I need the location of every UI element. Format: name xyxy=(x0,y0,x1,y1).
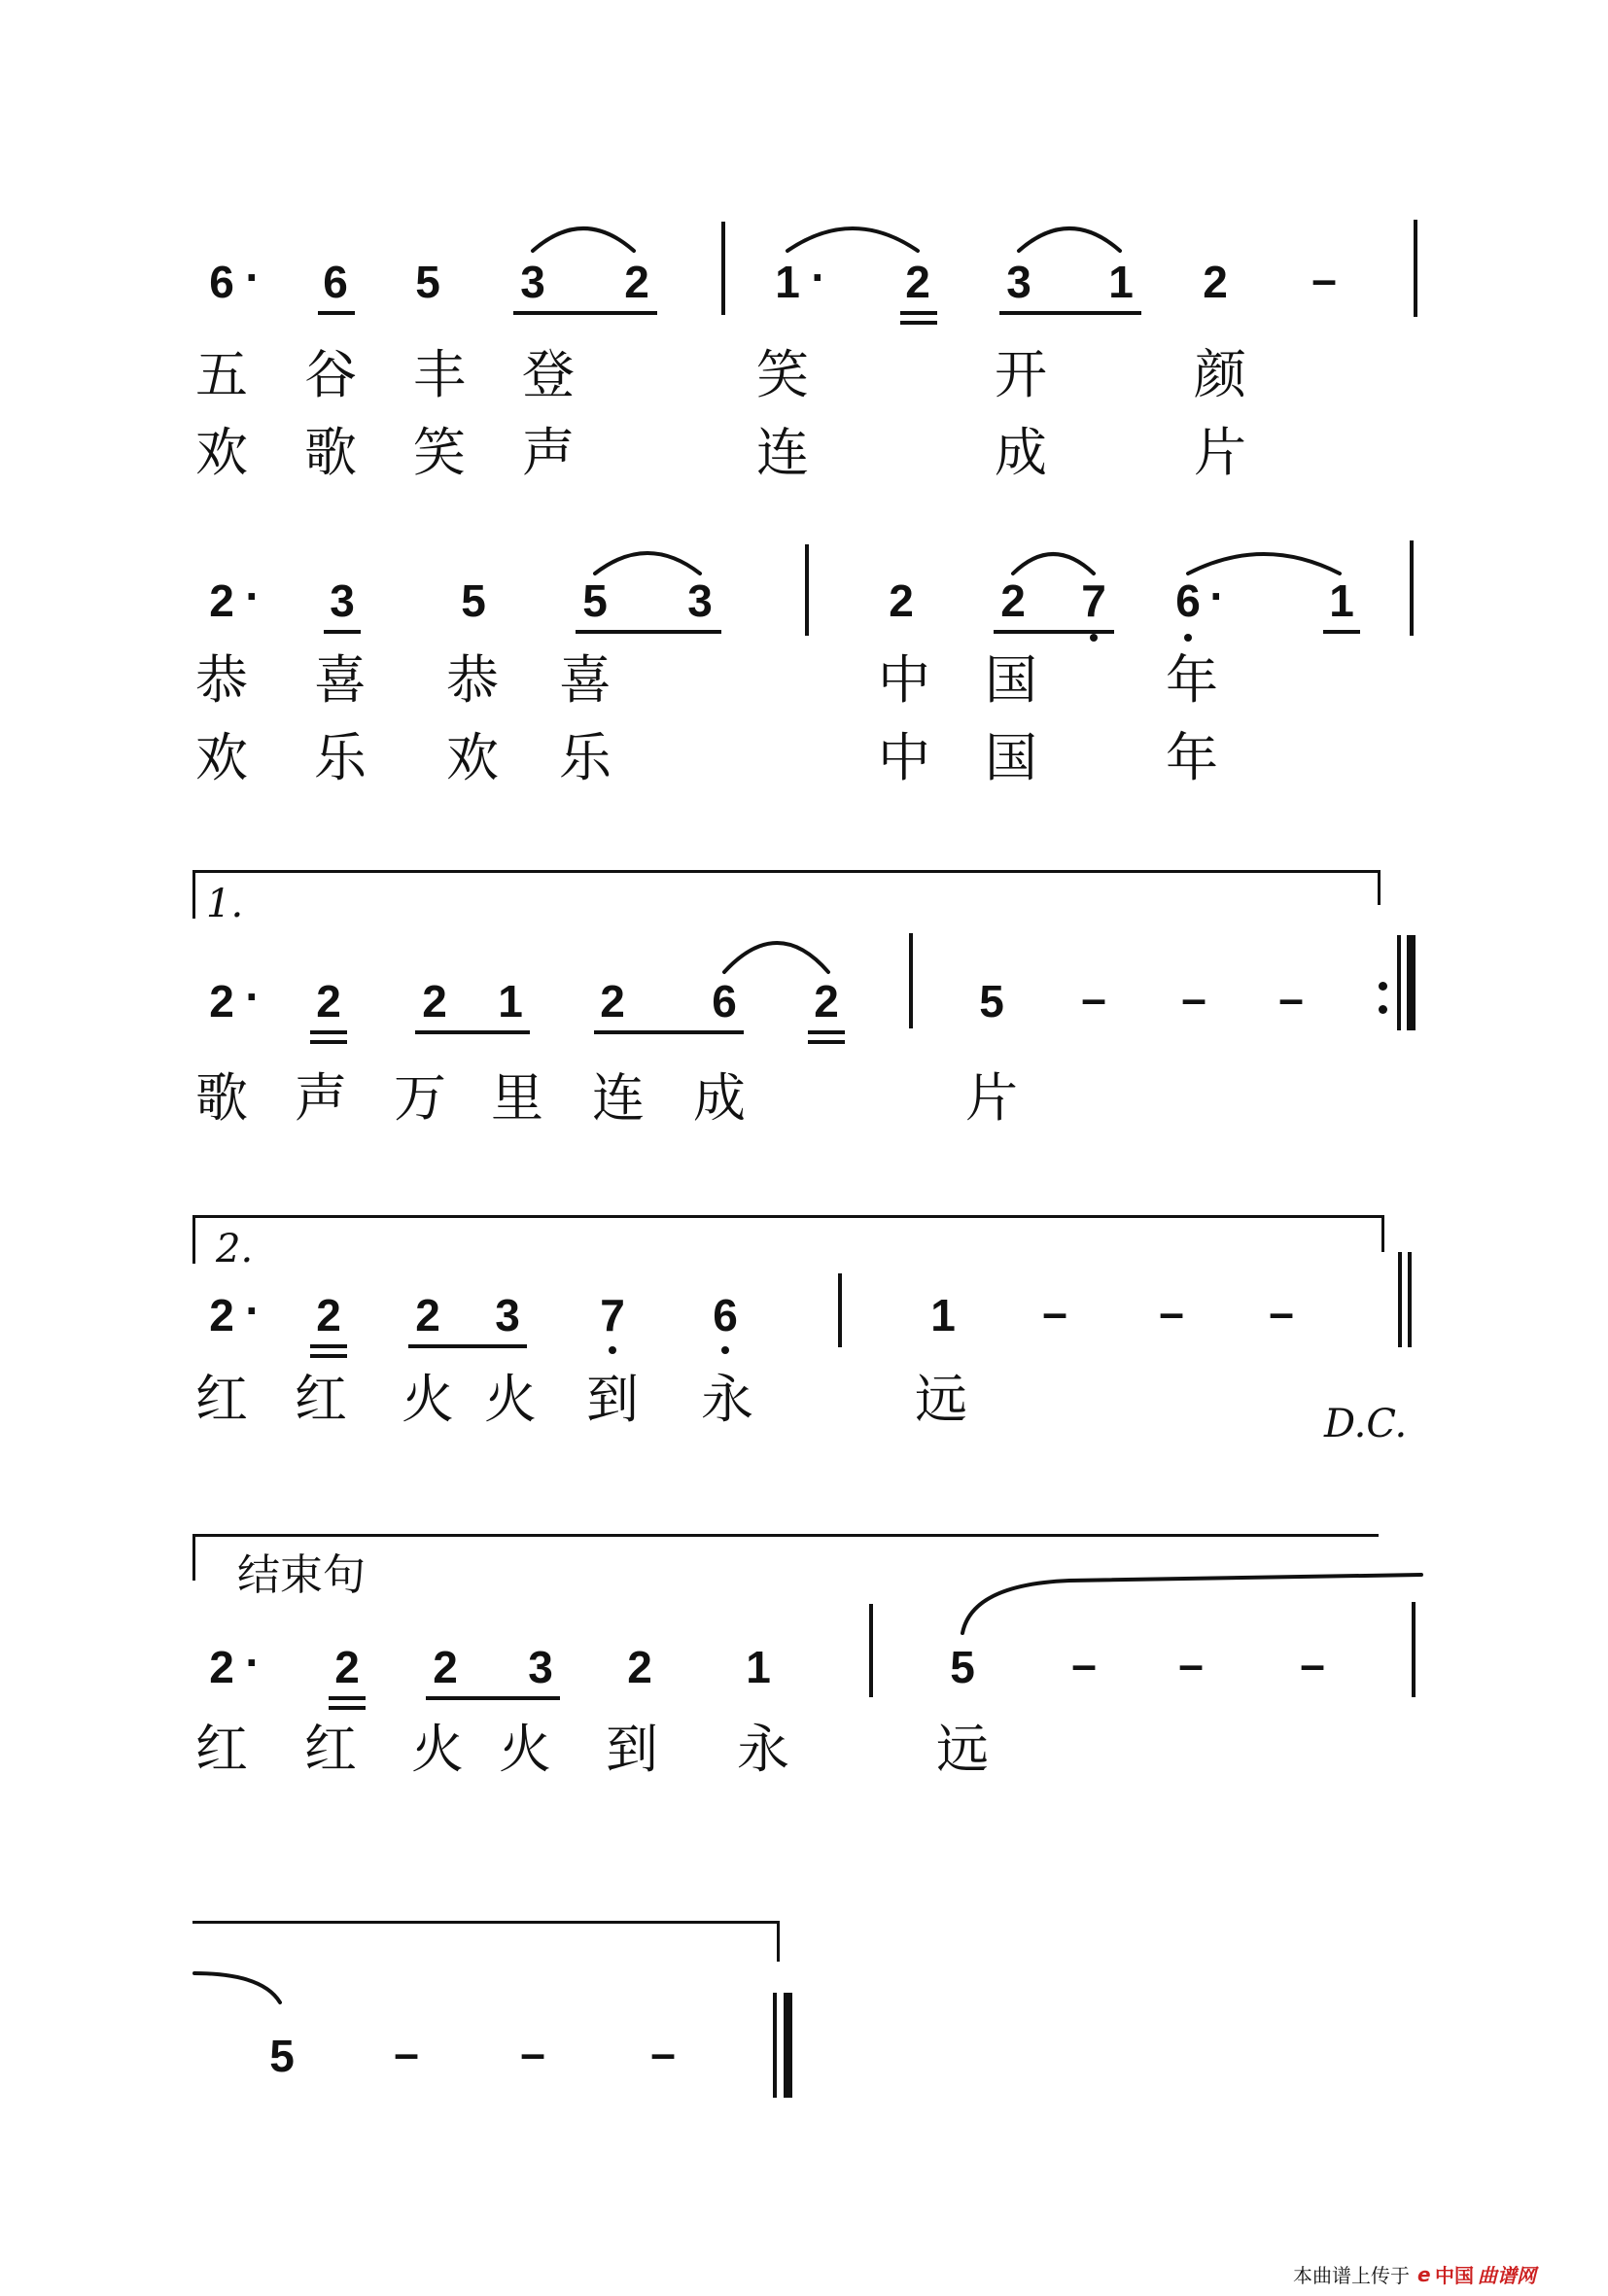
dash: – xyxy=(1071,1639,1097,1689)
lyric: 国 xyxy=(985,649,1037,711)
note: 7 xyxy=(1081,575,1106,626)
note: 2 xyxy=(209,976,234,1026)
lyric: 欢 xyxy=(446,727,499,788)
lyric: 歌 xyxy=(304,422,357,483)
lyric: 笑 xyxy=(756,344,809,405)
note: 1 xyxy=(746,1642,771,1692)
lyric: 声 xyxy=(295,1067,347,1129)
lyric: 五 xyxy=(195,344,248,405)
slur xyxy=(1188,554,1340,574)
logo-text: 中国 xyxy=(1435,2264,1474,2287)
slur xyxy=(787,228,918,251)
da-capo-mark: D.C. xyxy=(1324,1402,1408,1446)
logo-icon: e xyxy=(1417,2263,1431,2286)
lyric: 红 xyxy=(195,1369,248,1430)
lyric: 恭 xyxy=(446,649,499,711)
lyric: 成 xyxy=(995,422,1047,483)
note: 2 xyxy=(624,257,649,307)
lyric: 恭 xyxy=(195,649,248,711)
lyric: 红 xyxy=(295,1369,347,1430)
lyric: 永 xyxy=(737,1719,789,1780)
slur xyxy=(1019,228,1120,251)
augmentation-dot: · xyxy=(245,252,261,302)
augmentation-dot: · xyxy=(245,1637,261,1687)
slur xyxy=(1013,554,1094,574)
lyric: 到 xyxy=(606,1719,658,1780)
note: 1 xyxy=(1329,575,1354,626)
lyric: 开 xyxy=(995,344,1047,405)
lyric: 里 xyxy=(491,1067,543,1129)
dash: – xyxy=(1159,1287,1184,1338)
lyric: 到 xyxy=(586,1369,639,1430)
lyric: 中 xyxy=(878,727,930,788)
lyric: 万 xyxy=(394,1067,446,1129)
note: 7 xyxy=(600,1290,625,1340)
note: 6 xyxy=(713,1290,738,1340)
dash: – xyxy=(1178,1639,1204,1689)
lyric: 连 xyxy=(756,422,809,483)
note: 5 xyxy=(269,2031,295,2081)
augmentation-dot: · xyxy=(1209,571,1225,621)
note: 2 xyxy=(433,1642,458,1692)
augmentation-dot: · xyxy=(245,1285,261,1336)
note: 5 xyxy=(582,575,608,626)
dash: – xyxy=(1269,1287,1294,1338)
lyric: 歌 xyxy=(195,1067,248,1129)
volta-label: 2. xyxy=(216,1227,254,1271)
lyric: 乐 xyxy=(559,727,612,788)
lyric: 成 xyxy=(693,1067,746,1129)
lyric: 远 xyxy=(936,1719,989,1780)
note: 5 xyxy=(461,575,486,626)
dash: – xyxy=(1300,1639,1325,1689)
dash: – xyxy=(1081,973,1106,1024)
note: 6 xyxy=(323,257,348,307)
lyric: 火 xyxy=(402,1369,454,1430)
lyric: 国 xyxy=(985,727,1037,788)
note: 3 xyxy=(495,1290,520,1340)
tie-start xyxy=(962,1575,1421,1633)
note: 2 xyxy=(334,1642,360,1692)
footer-text: 本曲谱上传于 xyxy=(1293,2264,1410,2287)
note: 2 xyxy=(316,976,341,1026)
note: 6 xyxy=(712,976,737,1026)
note: 3 xyxy=(330,575,355,626)
slur xyxy=(533,228,634,251)
note: 5 xyxy=(415,257,440,307)
slur xyxy=(724,943,828,972)
dash: – xyxy=(1181,973,1206,1024)
lyric: 颜 xyxy=(1194,344,1246,405)
note: 2 xyxy=(814,976,839,1026)
slur xyxy=(595,553,700,574)
dash: – xyxy=(520,2028,545,2078)
note: 2 xyxy=(209,1290,234,1340)
dash: – xyxy=(650,2028,676,2078)
lyric: 中 xyxy=(878,649,930,711)
lyric: 年 xyxy=(1166,727,1218,788)
note: 5 xyxy=(979,976,1004,1026)
note: 2 xyxy=(415,1290,440,1340)
lyric: 喜 xyxy=(314,649,367,711)
note: 1 xyxy=(1108,257,1134,307)
note: 3 xyxy=(1006,257,1031,307)
note: 1 xyxy=(930,1290,956,1340)
lyric: 火 xyxy=(411,1719,464,1780)
lyric: 谷 xyxy=(304,344,357,405)
lyric: 片 xyxy=(1194,422,1246,483)
lyric: 登 xyxy=(522,344,575,405)
note: 6 xyxy=(1175,575,1201,626)
note: 2 xyxy=(1203,257,1228,307)
note: 2 xyxy=(209,1642,234,1692)
lyric: 笑 xyxy=(413,422,466,483)
note: 3 xyxy=(687,575,713,626)
note: 5 xyxy=(950,1642,975,1692)
lyric: 欢 xyxy=(195,422,248,483)
note: 2 xyxy=(316,1290,341,1340)
lyric: 远 xyxy=(915,1369,967,1430)
lyric: 欢 xyxy=(195,727,248,788)
note: 3 xyxy=(528,1642,553,1692)
note: 2 xyxy=(889,575,914,626)
note: 2 xyxy=(627,1642,652,1692)
dash: – xyxy=(394,2028,419,2078)
note: 2 xyxy=(600,976,625,1026)
volta-label: 1. xyxy=(206,882,244,926)
lyric: 乐 xyxy=(314,727,367,788)
lyric: 连 xyxy=(592,1067,645,1129)
lyric: 声 xyxy=(522,422,575,483)
lyric: 年 xyxy=(1166,649,1218,711)
lyric: 火 xyxy=(484,1369,537,1430)
lyric: 红 xyxy=(304,1719,357,1780)
augmentation-dot: · xyxy=(245,571,261,621)
dash: – xyxy=(1311,254,1337,304)
note: 3 xyxy=(520,257,545,307)
note: 2 xyxy=(209,575,234,626)
augmentation-dot: · xyxy=(811,252,826,302)
logo-text: 曲谱网 xyxy=(1478,2264,1536,2287)
note: 2 xyxy=(1000,575,1026,626)
tie-end xyxy=(194,1973,280,2002)
lyric: 喜 xyxy=(559,649,612,711)
lyric: 火 xyxy=(499,1719,551,1780)
note: 1 xyxy=(775,257,800,307)
coda-label: 结束句 xyxy=(237,1550,366,1600)
lyric: 红 xyxy=(195,1719,248,1780)
note: 6 xyxy=(209,257,234,307)
augmentation-dot: · xyxy=(245,971,261,1022)
note: 2 xyxy=(905,257,930,307)
lyric: 丰 xyxy=(413,344,466,405)
lyric: 片 xyxy=(965,1067,1018,1129)
lyric: 永 xyxy=(701,1369,753,1430)
note: 1 xyxy=(498,976,523,1026)
dash: – xyxy=(1042,1287,1067,1338)
dash: – xyxy=(1278,973,1304,1024)
note: 2 xyxy=(422,976,447,1026)
